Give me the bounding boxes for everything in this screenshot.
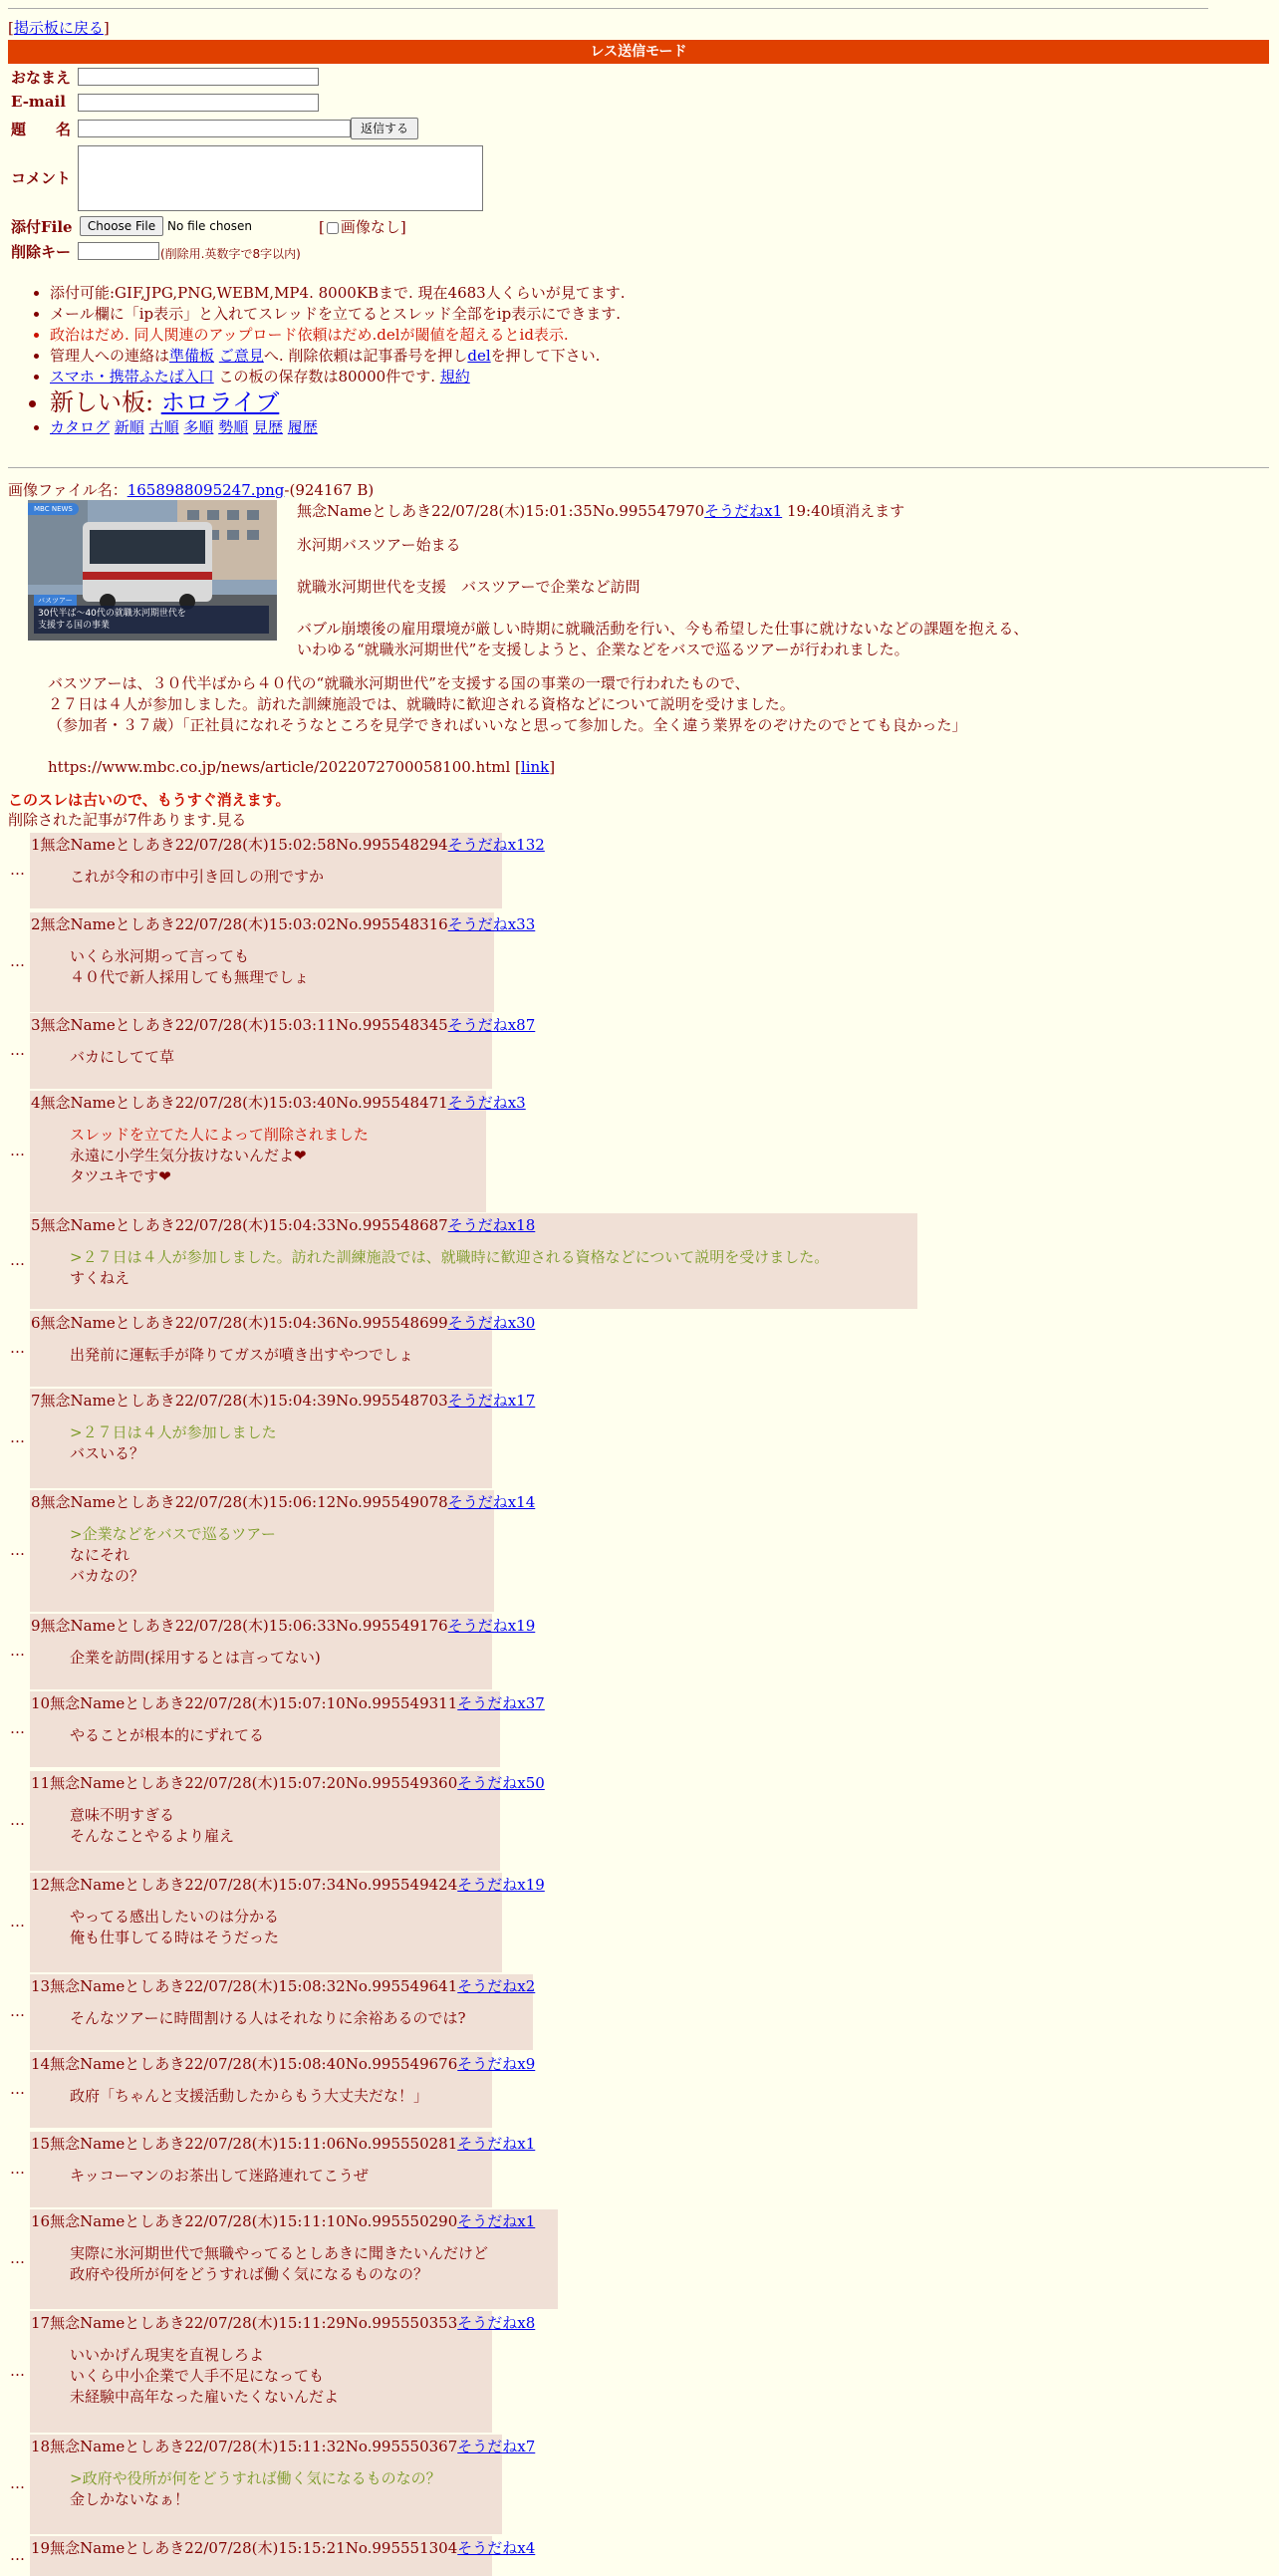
source-link[interactable]: link bbox=[520, 758, 550, 776]
reply-mode-bar: レス送信モード bbox=[8, 40, 1269, 64]
reply-body bbox=[70, 1247, 829, 1289]
reply-expand-dots[interactable]: … bbox=[10, 1041, 25, 1059]
sort-many-link[interactable]: 多順 bbox=[183, 418, 214, 436]
reply-body bbox=[70, 1047, 174, 1068]
reply-line: そんなツアーに時間割ける人はそれなりに余裕あるのでは? bbox=[70, 2009, 466, 2027]
reply-expand-dots[interactable]: … bbox=[10, 1541, 25, 1559]
reply-sodane-link[interactable]: そうだねx50 bbox=[457, 1774, 545, 1792]
name-input[interactable] bbox=[78, 68, 319, 86]
reply-header: 9無念Nameとしあき22/07/28(木)15:06:33No.995549176そうだねx19 bbox=[31, 1617, 536, 1635]
reply-expand-dots[interactable]: … bbox=[10, 1642, 25, 1660]
reply-expand-dots[interactable]: … bbox=[10, 1913, 25, 1931]
reply-post bbox=[30, 1974, 536, 2050]
op-sodane-link[interactable]: そうだねx1 bbox=[704, 502, 783, 520]
reply-expand-dots[interactable]: … bbox=[10, 1339, 25, 1357]
reply-header: 11無念Nameとしあき22/07/28(木)15:07:20No.995549360そうだねx50 bbox=[31, 1774, 545, 1792]
choose-file-button[interactable]: Choose File bbox=[80, 216, 163, 236]
reply-post bbox=[30, 2132, 536, 2207]
reply-line: バカにしてて草 bbox=[70, 1048, 175, 1066]
smartphone-entry-link[interactable]: スマホ・携帯ふたば入口 bbox=[50, 368, 214, 386]
reply-sodane-link[interactable]: そうだねx9 bbox=[457, 2055, 536, 2073]
reply-body bbox=[70, 1422, 277, 1464]
reply-expand-dots[interactable]: … bbox=[10, 2362, 25, 2380]
reply-header: 4無念Nameとしあき22/07/28(木)15:03:40No.995548471そうだねx3 bbox=[31, 1094, 526, 1112]
reply-header: 3無念Nameとしあき22/07/28(木)15:03:11No.995548345そうだねx87 bbox=[31, 1016, 536, 1034]
subject-label: 題 名 bbox=[11, 121, 72, 138]
reply-line: 政府「ちゃんと支援活動したからもう大丈夫だな！」 bbox=[70, 2087, 429, 2105]
reply-line: バスいる？ bbox=[70, 1444, 145, 1462]
reply-sodane-link[interactable]: そうだねx7 bbox=[457, 2438, 536, 2455]
reply-header: 6無念Nameとしあき22/07/28(木)15:04:36No.995548699そうだねx30 bbox=[31, 1314, 536, 1332]
file-label: 添付File bbox=[11, 218, 73, 236]
reply-header: 15無念Nameとしあき22/07/28(木)15:11:06No.995550281そうだねx1 bbox=[31, 2135, 536, 2153]
reply-expand-dots[interactable]: … bbox=[10, 2249, 25, 2267]
reply-body bbox=[70, 2008, 466, 2029]
reply-post bbox=[30, 1091, 526, 1212]
sort-old-link[interactable]: 古順 bbox=[148, 418, 179, 436]
reply-line: タツユキです❤ bbox=[70, 1167, 171, 1185]
reply-header: 10無念Nameとしあき22/07/28(木)15:07:10No.995549311そうだねx37 bbox=[31, 1694, 545, 1712]
subject-input[interactable] bbox=[78, 120, 351, 137]
reply-body bbox=[70, 1345, 413, 1366]
reply-header: 18無念Nameとしあき22/07/28(木)15:11:32No.995550367そうだねx7 bbox=[31, 2438, 536, 2455]
reply-body bbox=[70, 2468, 441, 2510]
reply-expand-dots[interactable]: … bbox=[10, 1719, 25, 1737]
reply-body bbox=[70, 1125, 369, 1187]
email-label: E-mail bbox=[11, 93, 66, 111]
thread-thumbnail[interactable] bbox=[28, 500, 277, 641]
reply-header: 8無念Nameとしあき22/07/28(木)15:06:12No.995549078そうだねx14 bbox=[31, 1493, 536, 1511]
reply-body bbox=[70, 2086, 428, 2107]
reply-body bbox=[70, 867, 324, 888]
reply-post bbox=[30, 1691, 545, 1767]
reply-expand-dots[interactable]: … bbox=[10, 861, 25, 879]
reply-header: 5無念Nameとしあき22/07/28(木)15:04:33No.995548687そうだねx18 bbox=[31, 1216, 536, 1234]
op-body: 氷河期バスツアー始まる 就職氷河期世代を支援 バスツアーで企業など訪問 バブル崩壊後の雇用環境が厳しい時期に就職活動を行い、今も希望した仕事に就けないなどの課題を抱える、 いわゆる“就職氷河期世代”を支援しようと、企業などをバスで巡るツアーが行われました。 bbox=[297, 536, 1029, 658]
thumb-tag: バスツアー bbox=[34, 595, 77, 607]
thumb-caption: 30代半ば～40代の就職氷河期世代を 支援する国の事業 bbox=[34, 606, 269, 634]
reply-line: 実際に氷河期世代で無職やってるとしあきに聞きたいんだけど bbox=[70, 2244, 489, 2262]
deleted-notice: スレッドを立てた人によって削除されました bbox=[70, 1126, 369, 1144]
reply-line: 意味不明すぎる bbox=[70, 1806, 175, 1824]
reply-sodane-link[interactable]: そうだねx19 bbox=[447, 1617, 536, 1635]
reply-line: 金しかないなぁ！ bbox=[70, 2490, 190, 2508]
reply-sodane-link[interactable]: そうだねx33 bbox=[447, 915, 536, 933]
old-thread-warning: このスレは古いので、もうすぐ消えます。 bbox=[8, 791, 291, 809]
reply-post bbox=[30, 1490, 536, 1612]
reply-sodane-link[interactable]: そうだねx87 bbox=[447, 1016, 536, 1034]
reply-sodane-link[interactable]: そうだねx4 bbox=[457, 2539, 536, 2557]
reply-post bbox=[30, 1213, 917, 1309]
reply-sodane-link[interactable]: そうだねx19 bbox=[457, 1876, 545, 1894]
reply-line: 未経験中高年なった雇いたくないんだよ bbox=[70, 2388, 340, 2406]
reply-expand-dots[interactable]: … bbox=[10, 1428, 25, 1446]
reply-expand-dots[interactable]: … bbox=[10, 952, 25, 970]
delete-key-input[interactable] bbox=[78, 242, 159, 260]
reply-body bbox=[70, 1648, 321, 1669]
rule-item: • 管理人への連絡は準備板 ご意見へ. 削除依頼は記事番号を押しdelを押して下さい. bbox=[50, 346, 626, 367]
quote-line: >政府や役所が何をどうすれば働く気になるものなの？ bbox=[70, 2469, 441, 2487]
reply-post bbox=[30, 1389, 536, 1488]
reply-body bbox=[70, 1907, 279, 1948]
history-link[interactable]: 履歴 bbox=[287, 418, 318, 436]
reply-sodane-link[interactable]: そうだねx2 bbox=[457, 1977, 536, 1995]
reply-expand-dots[interactable]: … bbox=[10, 1251, 25, 1269]
no-file-text: No file chosen bbox=[167, 219, 253, 233]
reply-body bbox=[70, 1725, 264, 1746]
reply-body bbox=[70, 2243, 488, 2285]
reply-post bbox=[30, 2052, 536, 2128]
thread-divider bbox=[8, 467, 1269, 468]
quote-line: >２７日は４人が参加しました。訪れた訓練施設では、就職時に歓迎される資格などについて説明を受けました。 bbox=[70, 1248, 830, 1266]
reply-line: バカなの？ bbox=[70, 1567, 145, 1585]
quote-line: >２７日は４人が参加しました bbox=[70, 1423, 277, 1441]
reply-header: 2無念Nameとしあき22/07/28(木)15:03:02No.995548316そうだねx33 bbox=[31, 915, 536, 933]
reply-expand-dots[interactable]: … bbox=[10, 1811, 25, 1829]
catalog-link[interactable]: カタログ bbox=[50, 418, 111, 436]
news-badge: MBC NEWS bbox=[28, 503, 79, 515]
image-file-caption: 画像ファイル名：1658988095247.png-(924167 B) bbox=[8, 481, 375, 499]
reply-line: ４０代で新人採用しても無理でしょ bbox=[70, 968, 310, 986]
reply-sodane-link[interactable]: そうだねx1 bbox=[457, 2135, 536, 2153]
reply-post bbox=[30, 2311, 536, 2433]
email-input[interactable] bbox=[78, 94, 319, 112]
reply-expand-dots[interactable]: … bbox=[10, 1142, 25, 1159]
reply-line: いくら氷河期って言っても bbox=[70, 947, 250, 965]
reply-header: 13無念Nameとしあき22/07/28(木)15:08:32No.995549641そうだねx2 bbox=[31, 1977, 536, 1995]
reply-body bbox=[70, 2166, 369, 2187]
reply-sodane-link[interactable]: そうだねx3 bbox=[447, 1094, 526, 1112]
reply-post bbox=[30, 2536, 536, 2576]
quote-line: >企業などをバスで巡るツアー bbox=[70, 1525, 276, 1543]
reply-header: 17無念Nameとしあき22/07/28(木)15:11:29No.995550353そうだねx8 bbox=[31, 2314, 536, 2332]
delete-key-note: (削除用.英数字で8字以内) bbox=[160, 247, 301, 261]
reply-header: 16無念Nameとしあき22/07/28(木)15:11:10No.995550290そうだねx1 bbox=[31, 2212, 536, 2230]
board-rules bbox=[30, 283, 626, 438]
reply-line: すくねえ bbox=[70, 1269, 130, 1287]
name-label: おなまえ bbox=[11, 69, 72, 87]
reply-line: 出発前に運転手が降りてガスが噴き出すやつでしょ bbox=[70, 1346, 414, 1364]
sort-momentum-link[interactable]: 勢順 bbox=[218, 418, 249, 436]
reply-expand-dots[interactable]: … bbox=[10, 2002, 25, 2020]
reply-line: そんなことやるより雇え bbox=[70, 1827, 235, 1845]
terms-link[interactable]: 規約 bbox=[439, 368, 470, 386]
reply-post bbox=[30, 833, 545, 908]
reply-line: やってる感出したいのは分かる bbox=[70, 1908, 280, 1926]
reply-post bbox=[30, 1013, 536, 1089]
reply-header: 12無念Nameとしあき22/07/28(木)15:07:34No.995549424そうだねx19 bbox=[31, 1876, 545, 1894]
reply-line: 俺も仕事してる時はそうだった bbox=[70, 1929, 280, 1946]
reply-line: いくら中小企業で人手不足になっても bbox=[70, 2367, 325, 2385]
reply-header: 1無念Nameとしあき22/07/28(木)15:02:58No.995548294そうだねx132 bbox=[31, 836, 545, 854]
reply-post bbox=[30, 1873, 545, 1972]
reply-sodane-link[interactable]: そうだねx14 bbox=[447, 1493, 536, 1511]
reply-line: キッコーマンのお茶出して迷路連れてこうぜ bbox=[70, 2167, 369, 2185]
comment-textarea[interactable] bbox=[78, 145, 483, 211]
back-nav: [掲示板に戻る] bbox=[8, 19, 110, 37]
reply-post bbox=[30, 2209, 558, 2309]
deleted-posts-note: 削除された記事が7件あります.見る bbox=[8, 811, 247, 829]
top-divider bbox=[8, 8, 1208, 9]
reply-header: 7無念Nameとしあき22/07/28(木)15:04:39No.995548703そうだねx17 bbox=[31, 1392, 536, 1410]
image-file-link[interactable]: 1658988095247.png bbox=[127, 481, 285, 499]
op-body-continued: バスツアーは、３０代半ばから４０代の“就職氷河期世代”を支援する国の事業の一環で行われたもので、 ２７日は４人が参加しました。訪れた訓練施設では、就職時に歓迎される資格などについて説明を受けました。 （参加者・３７歳）「正社員になれそうなところを見学できればいいなと思って参加した。全く違う業界をのぞけたのでとても良かった」 https://www.mbc.co.jp/news/article/2022072700058100.html [link] bbox=[48, 674, 967, 776]
reply-body bbox=[70, 2345, 339, 2408]
reply-body bbox=[70, 1524, 276, 1587]
back-to-board-link[interactable]: 掲示板に戻る bbox=[13, 19, 104, 37]
reply-line: やることが根本的にずれてる bbox=[70, 1726, 265, 1744]
reply-body bbox=[70, 946, 309, 988]
sort-new-link[interactable]: 新順 bbox=[114, 418, 144, 436]
op-header: 無念Nameとしあき22/07/28(木)15:01:35No.995547970そうだねx1 19:40頃消えます bbox=[297, 502, 905, 520]
delete-key-label: 削除キー bbox=[11, 243, 72, 261]
reply-sodane-link[interactable]: そうだねx132 bbox=[447, 836, 545, 854]
reply-sodane-link[interactable]: そうだねx1 bbox=[457, 2212, 536, 2230]
seen-history-link[interactable]: 見歴 bbox=[252, 418, 283, 436]
reply-post bbox=[30, 1311, 536, 1387]
sort-links bbox=[50, 417, 626, 438]
reply-header: 19無念Nameとしあき22/07/28(木)15:15:21No.995551304そうだねx4 bbox=[31, 2539, 536, 2557]
reply-line: 政府や役所が何をどうすれば働く気になるものなの？ bbox=[70, 2265, 429, 2283]
reply-line: なにそれ bbox=[70, 1546, 130, 1564]
reply-post bbox=[30, 912, 536, 1012]
reply-sodane-link[interactable]: そうだねx37 bbox=[457, 1694, 545, 1712]
rule-item: • 添付可能:GIF,JPG,PNG,WEBM,MP4. 8000KBまで. 現在4683人くらいが見てます. bbox=[50, 283, 626, 304]
comment-label: コメント bbox=[11, 169, 72, 187]
reply-expand-dots[interactable]: … bbox=[10, 2474, 25, 2492]
reply-post bbox=[30, 2435, 536, 2534]
hololive-board-link[interactable]: ホロライブ bbox=[160, 388, 280, 416]
rule-item: • メール欄に「ip表示」と入れてスレッドを立てるとスレッド全部をip表示にできます. bbox=[50, 304, 626, 325]
reply-header: 14無念Nameとしあき22/07/28(木)15:08:40No.995549676そうだねx9 bbox=[31, 2055, 536, 2073]
reply-body bbox=[70, 1805, 234, 1847]
reply-post bbox=[30, 1771, 545, 1871]
reply-expand-dots[interactable]: … bbox=[10, 2160, 25, 2178]
no-image-option: [ 画像なし] bbox=[319, 218, 406, 236]
reply-sodane-link[interactable]: そうだねx30 bbox=[447, 1314, 536, 1332]
reply-post bbox=[30, 1614, 536, 1689]
reply-line: これが令和の市中引き回しの刑ですか bbox=[70, 868, 325, 886]
reply-sodane-link[interactable]: そうだねx8 bbox=[457, 2314, 536, 2332]
junbi-board-link[interactable]: 準備板 bbox=[169, 347, 215, 365]
rule-item: • 政治はだめ. 同人関連のアップロード依頼はだめ.delが閾値を超えるとid表示. bbox=[50, 325, 626, 346]
reply-sodane-link[interactable]: そうだねx17 bbox=[447, 1392, 536, 1410]
no-image-checkbox[interactable] bbox=[327, 222, 339, 234]
submit-reply-button[interactable]: 返信する bbox=[351, 118, 418, 139]
reply-line: 企業を訪問(採用するとは言ってない) bbox=[70, 1649, 321, 1667]
reply-expand-dots[interactable]: … bbox=[10, 2080, 25, 2098]
reply-line: 永遠に小学生気分抜けないんだよ❤ bbox=[70, 1147, 307, 1164]
reply-expand-dots[interactable]: … bbox=[10, 2546, 25, 2564]
rule-item: • スマホ・携帯ふたば入口 この板の保存数は80000件です. 規約 bbox=[50, 367, 626, 387]
feedback-link[interactable]: ご意見 bbox=[218, 347, 264, 365]
reply-sodane-link[interactable]: そうだねx18 bbox=[447, 1216, 536, 1234]
del-link[interactable]: del bbox=[467, 347, 491, 365]
new-board-item: • 新しい板: ホロライブ bbox=[50, 387, 626, 417]
reply-line: いいかげん現実を直視しろよ bbox=[70, 2346, 265, 2364]
